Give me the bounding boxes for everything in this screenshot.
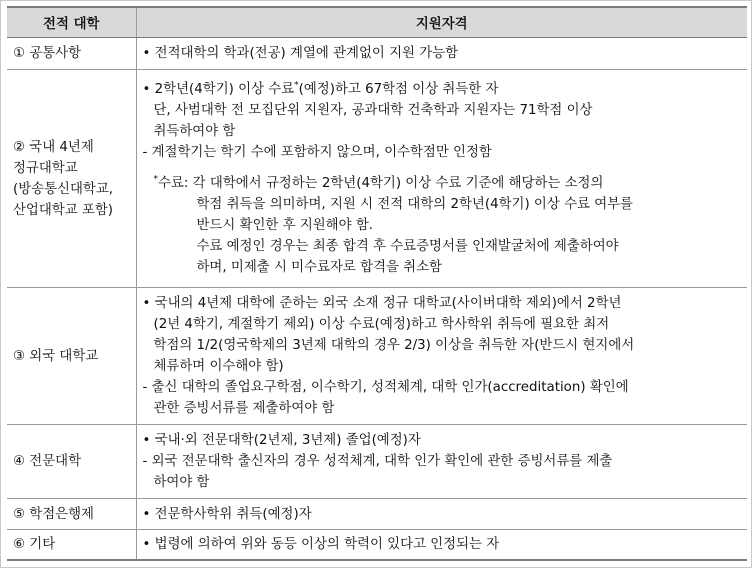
category-line: (방송통신대학교,: [13, 181, 114, 197]
note-line: 반드시 확인한 후 지원해야 함.: [196, 218, 374, 233]
detail-line: • 전적대학의 학과(전공) 계열에 관계없이 지원 가능함: [142, 46, 459, 61]
note-line: [143, 173, 740, 194]
detail-line: • 국내·외 전문대학(2년제, 3년제) 졸업(예정)자: [142, 433, 421, 448]
detail-common: [136, 38, 747, 70]
detail-line: 단, 사범대학 전 모집단위 지원자, 공과대학 건축학과 지원자는 71학점 이상: [153, 103, 593, 118]
detail-line: (2년 4학기, 계절학기 제외) 이상 수료(예정)하고 학사학위 취득에 필요한 최저: [153, 317, 610, 332]
detail-line: 취득하여야 함: [153, 124, 236, 139]
detail-junior-college: [136, 425, 747, 499]
header-previous-university: 전적 대학: [7, 7, 136, 38]
detail-line: 체류하며 이수해야 함): [153, 359, 284, 374]
detail-line: [143, 79, 740, 100]
detail-line: - 외국 전문대학 출신자의 경우 성적체계, 대학 인가 확인에 관한 증빙서류를 제출: [142, 454, 613, 469]
detail-line: • 법령에 의하여 위와 동등 이상의 학력이 있다고 인정되는 자: [142, 537, 500, 552]
row-other: [7, 530, 747, 561]
detail-line: 관한 증빙서류를 제출하여야 함: [153, 401, 335, 416]
spacer: [143, 163, 740, 173]
category-line: ② 국내 4년제: [13, 139, 94, 155]
category-foreign-university: ③ 외국 대학교: [7, 288, 136, 425]
category-credit-bank: ⑤ 학점은행제: [7, 499, 136, 530]
category-line: 정규대학교: [13, 160, 78, 176]
detail-line: • 전문학사학위 취득(예정)자: [142, 506, 312, 522]
header-eligibility: 지원자격: [136, 7, 747, 38]
row-credit-bank: [7, 499, 747, 530]
detail-text: (예정)하고 67학점 이상 취득한 자: [298, 82, 499, 97]
category-domestic-4year: [7, 70, 136, 288]
row-common: [7, 38, 747, 70]
note-line: 수료 예정인 경우는 최종 합격 후 수료증명서를 인재발굴처에 제출하여야: [196, 239, 619, 254]
header-row: [7, 7, 747, 38]
note-line: 하며, 미제출 시 미수료자로 합격을 취소함: [196, 260, 442, 275]
eligibility-table: [7, 6, 747, 561]
category-common: ① 공통사항: [7, 38, 136, 70]
footnote-mark: *: [294, 80, 299, 91]
detail-line: - 계절학기는 학기 수에 포함하지 않으며, 이수학점만 인정함: [142, 145, 492, 160]
detail-line: 하여야 함: [153, 475, 210, 490]
row-foreign-university: [7, 288, 747, 425]
row-domestic-4year: [7, 70, 747, 288]
note-line: 학점 취득을 의미하며, 지원 시 전적 대학의 2학년(4학기) 이상 수료 여부를: [196, 197, 633, 212]
category-other: ⑥ 기타: [7, 530, 136, 561]
detail-text: • 2학년(4학기) 이상 수료: [142, 82, 295, 97]
detail-credit-bank: [136, 499, 747, 530]
detail-line: - 출신 대학의 졸업요구학점, 이수학기, 성적체계, 대학 인가(accreditation) 확인에: [142, 380, 629, 395]
category-junior-college: ④ 전문대학: [7, 425, 136, 499]
detail-line: 학점의 1/2(영국학제의 3년제 대학의 경우 2/3) 이상을 취득한 자(반드시 현지에서: [153, 338, 635, 353]
row-junior-college: [7, 425, 747, 499]
category-line: 산업대학교 포함): [13, 202, 114, 218]
detail-foreign-university: [136, 288, 747, 425]
detail-domestic-4year: [136, 70, 747, 288]
detail-other: [136, 530, 747, 561]
footnote-mark: *: [153, 174, 158, 185]
detail-line: • 국내의 4년제 대학에 준하는 외국 소재 정규 대학교(사이버대학 제외)에서 2학년: [142, 296, 622, 311]
note-text: 수료: 각 대학에서 규정하는 2학년(4학기) 이상 수료 기준에 해당하는 소정의: [158, 176, 604, 191]
